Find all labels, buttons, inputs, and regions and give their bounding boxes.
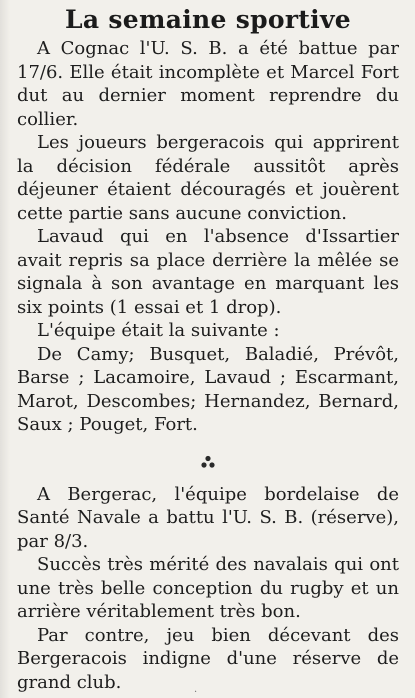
paragraph-disappointing-game: Par contre, jeu bien décevant des Bergeracois indigne d'une réserve de grand club. [17,624,399,693]
paragraph-players-discouraged: Les joueurs bergeracois qui apprirent la décision fédérale aussitôt après déjeuner étaient découragés et jouèrent cette partie sans aucune conviction. [17,132,399,224]
article-title: La semaine sportive [65,5,351,34]
article-column [17,4,399,694]
paragraph-navale-praise: Succès très mérité des navalais qui ont une très belle conception du rugby et un arrière véritablement très bon. [17,554,399,622]
paragraph-team-lineup: De Camy; Busquet, Baladié, Prévôt, Barse ; Lacamoire, Lavaud ; Escarmant, Marot, Descombes; Hernandez, Bernard, Saux ; Pouget, Fort. [17,343,399,435]
dinkus-separator-icon [17,455,399,472]
paragraph-lavaud-points: Lavaud qui en l'absence d'Issartier avait repris sa place derrière la mêlée se signala à son avantage en marquant les six points (1 essai et 1 drop). [17,226,399,318]
paragraph-team-intro: L'équipe était la suivante : [37,320,280,341]
paragraph-bergerac-result: A Bergerac, l'équipe bordelaise de Santé Navale a battu l'U. S. B. (réserve), par 8/3. [17,483,399,552]
bottom-dot-mark: · [194,687,198,698]
page-edge-shadow [0,0,10,698]
paragraph-cognac-result: A Cognac l'U. S. B. a été battue par 17/6. Elle était incomplète et Marcel Fort dut au dernier moment reprendre du collier. [17,38,399,130]
